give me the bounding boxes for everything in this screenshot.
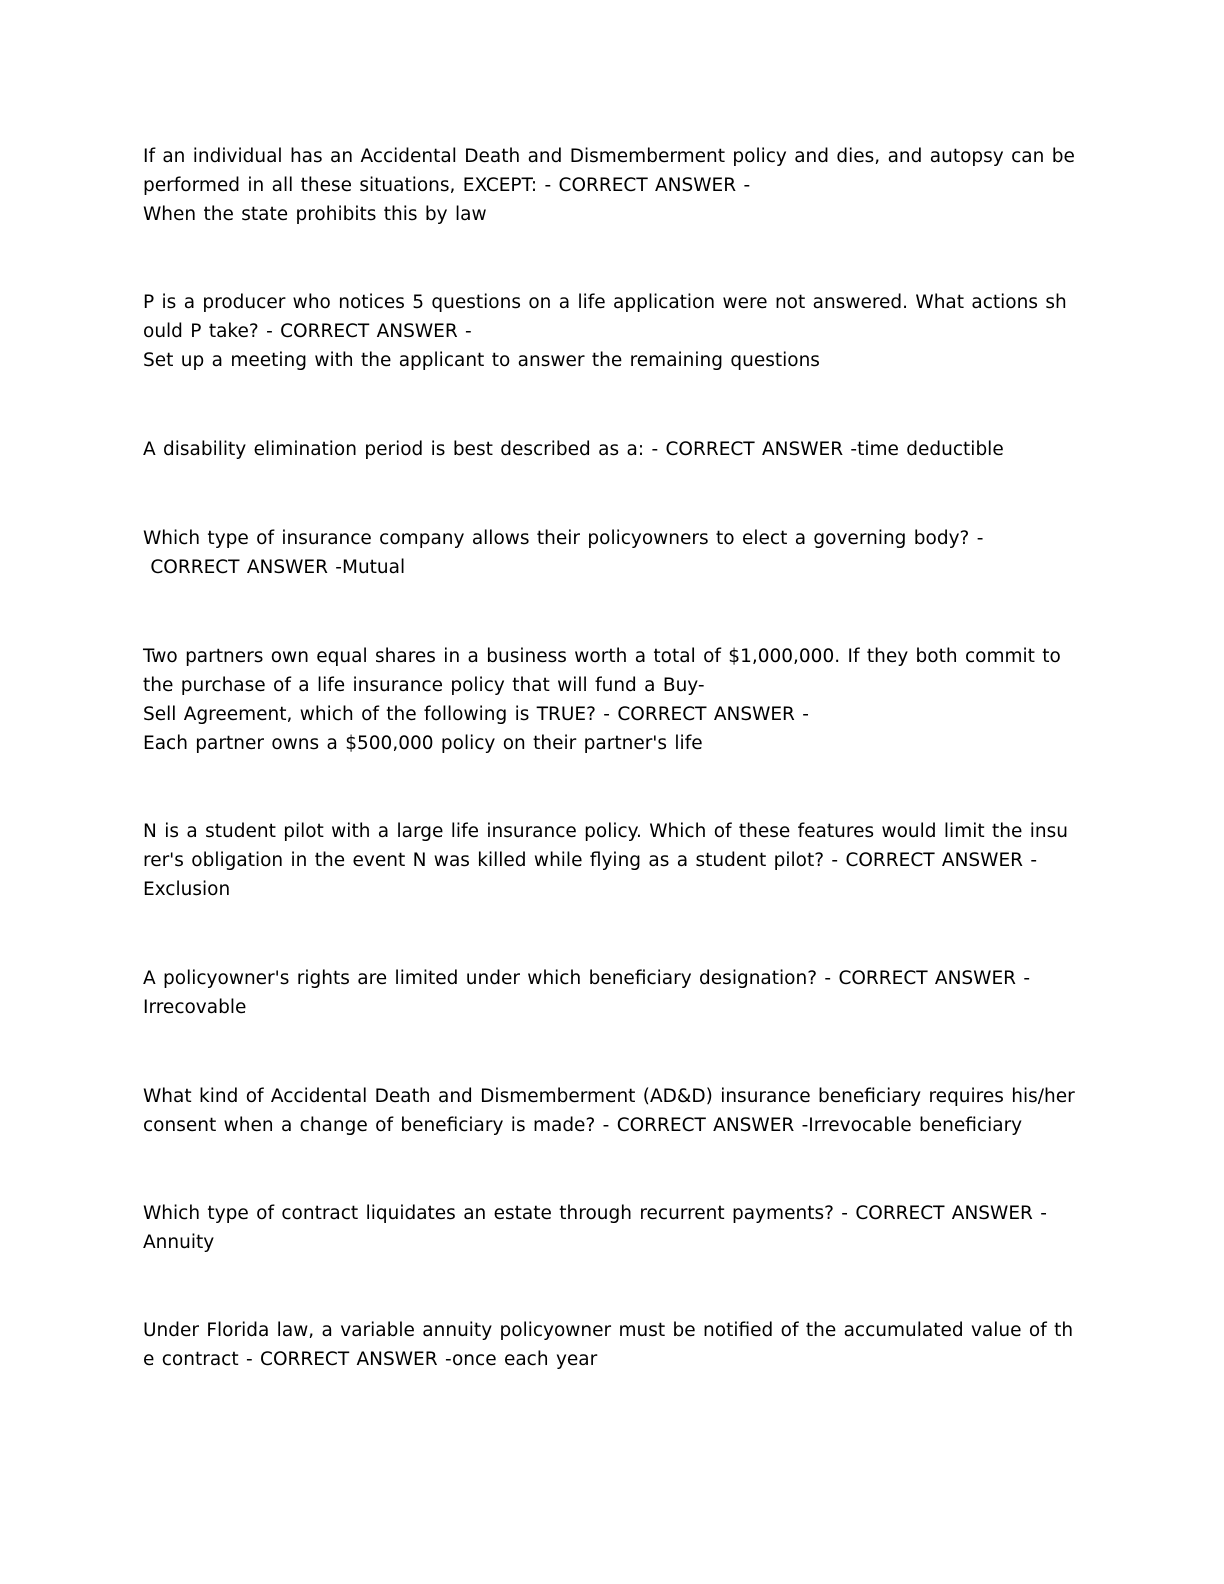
block-6-line-2: rer's obligation in the event N was killed while flying as a student pilot? - CORRECT ANSWER - (143, 850, 1038, 871)
block-6-line-1: N is a student pilot with a large life insurance policy. Which of these features would limit the insu (143, 821, 1068, 842)
block-2-line-2: ould P take? - CORRECT ANSWER - (143, 321, 472, 342)
block-2-line-1: P is a producer who notices 5 questions on a life application were not answered. What actions sh (143, 292, 1067, 313)
block-5-line-2: the purchase of a life insurance policy that will fund a Buy- (143, 675, 705, 696)
block-4-line-2: CORRECT ANSWER -Mutual (143, 557, 406, 578)
block-9-line-1: Which type of contract liquidates an estate through recurrent payments? - CORRECT ANSWER - (143, 1203, 1047, 1224)
block-7-line-1: A policyowner's rights are limited under which beneficiary designation? - CORRECT ANSWER - (143, 968, 1031, 989)
block-6-line-3: Exclusion (143, 879, 231, 900)
block-8-line-1: What kind of Accidental Death and Dismemberment (AD&D) insurance beneficiary requires his/her (143, 1086, 1075, 1107)
block-1-line-1: If an individual has an Accidental Death and Dismemberment policy and dies, and autopsy can be (143, 146, 1075, 167)
block-5-line-4: Each partner owns a $500,000 policy on their partner's life (143, 733, 703, 754)
block-10-line-1: Under Florida law, a variable annuity policyowner must be notified of the accumulated value of th (143, 1320, 1074, 1341)
block-5-line-1: Two partners own equal shares in a business worth a total of $1,000,000. If they both commit to (143, 646, 1061, 667)
block-3-line-1: A disability elimination period is best described as a: - CORRECT ANSWER -time deductible (143, 439, 1004, 460)
block-4-line-1: Which type of insurance company allows their policyowners to elect a governing body? - (143, 528, 984, 549)
block-5-line-3: Sell Agreement, which of the following is TRUE? - CORRECT ANSWER - (143, 704, 809, 725)
block-7-line-2: Irrecovable (143, 997, 247, 1018)
block-1-line-2: performed in all these situations, EXCEPT: - CORRECT ANSWER - (143, 175, 751, 196)
block-1-line-3: When the state prohibits this by law (143, 204, 487, 225)
block-8-line-2: consent when a change of beneficiary is made? - CORRECT ANSWER -Irrevocable beneficiary (143, 1115, 1023, 1136)
block-10-line-2: e contract - CORRECT ANSWER -once each year (143, 1349, 598, 1370)
block-9-line-2: Annuity (143, 1232, 215, 1253)
block-2-line-3: Set up a meeting with the applicant to answer the remaining questions (143, 350, 820, 371)
